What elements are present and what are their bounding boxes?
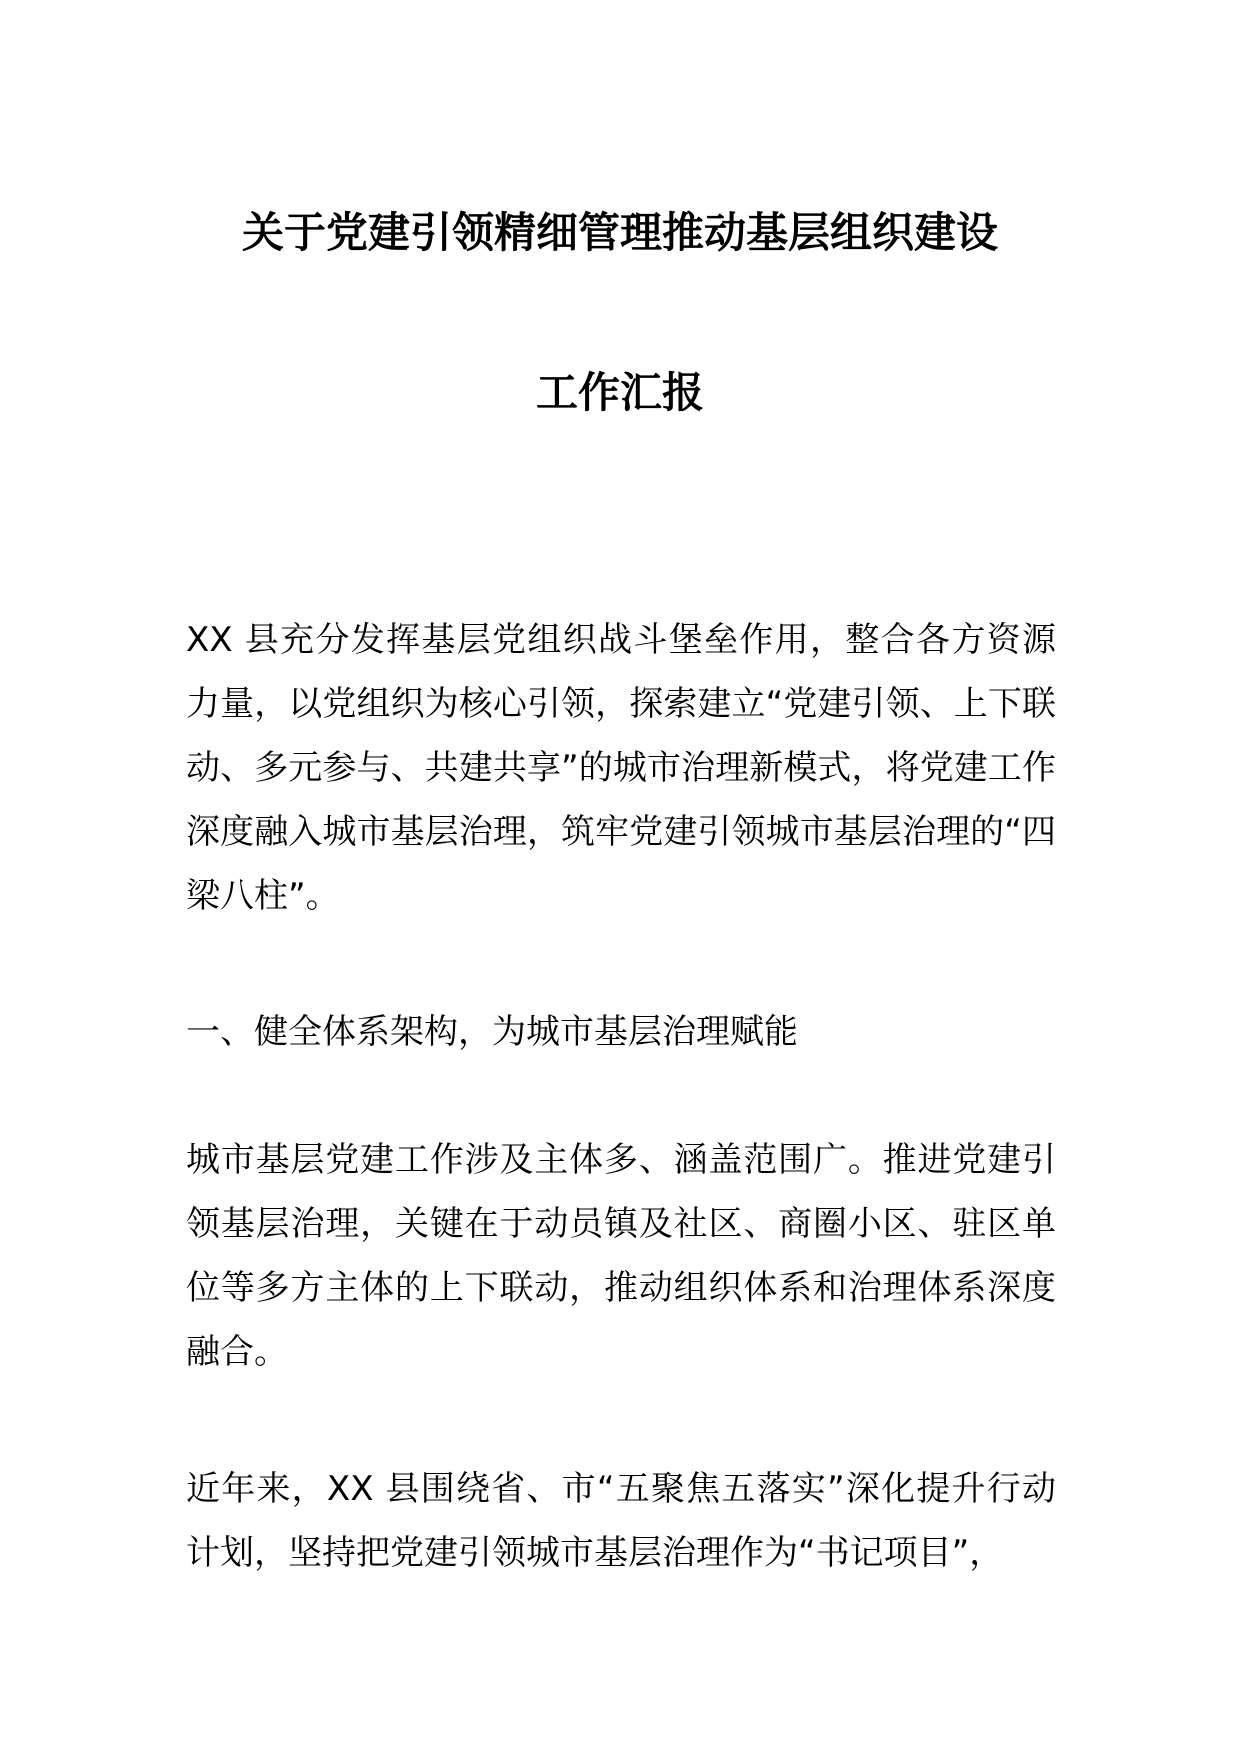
section-1-paragraph-1: 城市基层党建工作涉及主体多、涵盖范围广。推进党建引领基层治理，关键在于动员镇及社区、商圈小区、驻区单位等多方主体的上下联动，推动组织体系和治理体系深度融合。	[186, 1140, 1056, 1372]
document-title-line-1: 关于党建引领精细管理推动基层组织建设	[241, 208, 998, 257]
intro-paragraph: XX 县充分发挥基层党组织战斗堡垒作用，整合各方资源力量，以党组织为核心引领，探索建立“党建引领、上下联动、多元参与、共建共享”的城市治理新模式，将党建工作深度融入城市基层治理，筑牢党建引领城市基层治理的“四梁八柱”。	[186, 620, 1056, 916]
section-heading-1: 一、健全体系架构，为城市基层治理赋能	[186, 1012, 798, 1052]
document-title-line-2: 工作汇报	[535, 368, 704, 417]
section-1-paragraph-2: 近年来，XX 县围绕省、市“五聚焦五落实”深化提升行动计划，坚持把党建引领城市基层治理作为“书记项目”，	[186, 1469, 1056, 1573]
